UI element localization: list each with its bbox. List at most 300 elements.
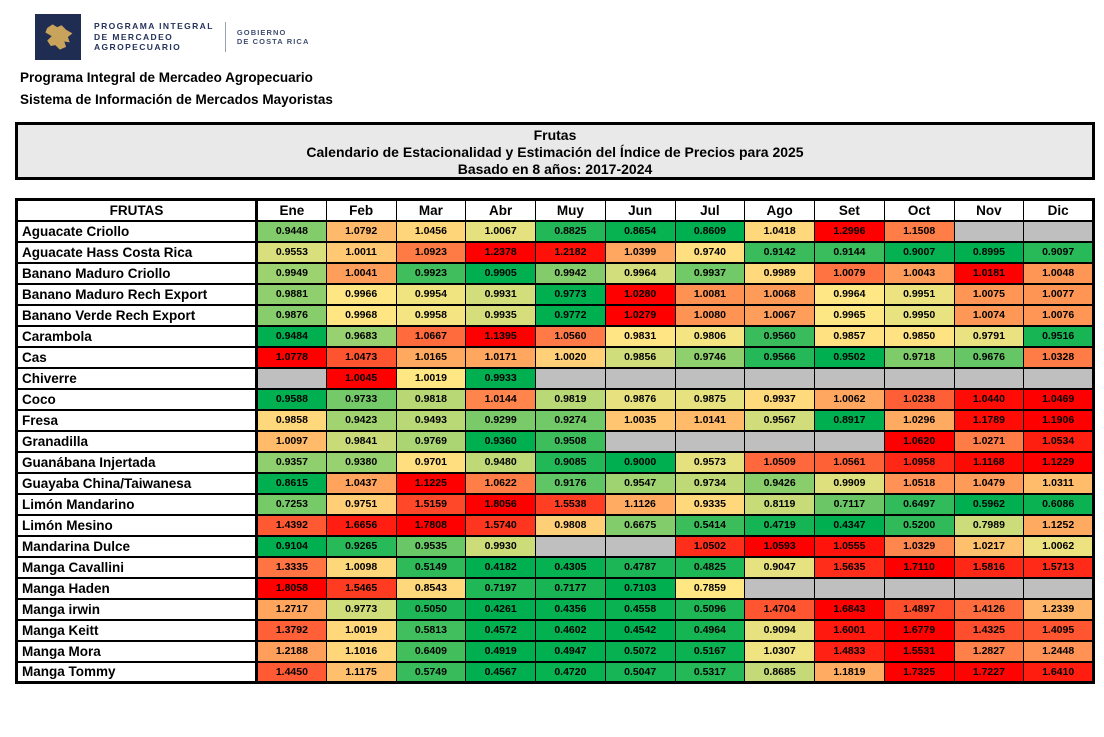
price-index-cell: 1.0311: [1024, 473, 1094, 494]
seasonality-heatmap-table: [15, 198, 1095, 684]
price-index-cell: 1.0077: [1024, 284, 1094, 305]
price-index-cell: 1.0041: [326, 263, 396, 284]
empty-cell: [605, 368, 675, 389]
price-index-cell: 0.4558: [605, 599, 675, 620]
price-index-cell: 0.5414: [675, 515, 745, 536]
price-index-cell: 0.9930: [466, 536, 536, 557]
price-index-cell: 0.9493: [396, 410, 466, 431]
price-index-cell: 1.6843: [815, 599, 885, 620]
price-index-cell: 0.9856: [605, 347, 675, 368]
fruit-name-cell: Limón Mesino: [17, 515, 257, 536]
price-index-cell: 0.9683: [326, 326, 396, 347]
price-index-cell: 1.0437: [326, 473, 396, 494]
price-index-cell: 1.4833: [815, 641, 885, 662]
price-index-cell: 1.5635: [815, 557, 885, 578]
price-index-cell: 0.4825: [675, 557, 745, 578]
fruit-name-cell: Manga Cavallini: [17, 557, 257, 578]
price-index-cell: 0.9274: [536, 410, 606, 431]
price-index-cell: 1.1906: [1024, 410, 1094, 431]
price-index-cell: 0.9818: [396, 389, 466, 410]
price-index-cell: 0.7103: [605, 578, 675, 599]
price-index-cell: 0.9547: [605, 473, 675, 494]
price-index-cell: 1.2827: [954, 641, 1024, 662]
price-index-cell: 0.7989: [954, 515, 1024, 536]
price-index-cell: 0.9676: [954, 347, 1024, 368]
price-index-cell: 0.9931: [466, 284, 536, 305]
price-index-cell: 1.6001: [815, 620, 885, 641]
price-index-cell: 1.0279: [605, 305, 675, 326]
price-index-cell: 0.4719: [745, 515, 815, 536]
fruit-name-cell: Banano Verde Rech Export: [17, 305, 257, 326]
price-index-cell: 1.0081: [675, 284, 745, 305]
price-index-cell: 0.9176: [536, 473, 606, 494]
fruit-name-cell: Manga Tommy: [17, 662, 257, 683]
fruit-name-cell: Manga Haden: [17, 578, 257, 599]
price-index-cell: 1.5740: [466, 515, 536, 536]
price-index-cell: 1.3335: [257, 557, 327, 578]
empty-cell: [954, 221, 1024, 242]
price-index-cell: 1.0518: [884, 473, 954, 494]
price-index-cell: 0.9104: [257, 536, 327, 557]
price-index-cell: 0.9480: [466, 452, 536, 473]
empty-cell: [1024, 368, 1094, 389]
table-row: [17, 599, 1094, 620]
empty-cell: [884, 368, 954, 389]
price-index-cell: 0.9423: [326, 410, 396, 431]
empty-cell: [954, 368, 1024, 389]
price-index-cell: 0.7197: [466, 578, 536, 599]
price-index-cell: 0.9573: [675, 452, 745, 473]
price-index-cell: 0.9357: [257, 452, 327, 473]
price-index-cell: 0.4947: [536, 641, 606, 662]
table-row: [17, 578, 1094, 599]
price-index-cell: 0.4542: [605, 620, 675, 641]
price-index-cell: 0.9791: [954, 326, 1024, 347]
price-index-cell: 0.9808: [536, 515, 606, 536]
price-index-cell: 1.0622: [466, 473, 536, 494]
price-index-cell: 1.6656: [326, 515, 396, 536]
table-row: [17, 473, 1094, 494]
table-row: [17, 347, 1094, 368]
price-index-cell: 0.5050: [396, 599, 466, 620]
price-index-cell: 0.9746: [675, 347, 745, 368]
price-index-cell: 0.9380: [326, 452, 396, 473]
price-index-cell: 1.1126: [605, 494, 675, 515]
fruit-name-cell: Chiverre: [17, 368, 257, 389]
price-index-cell: 1.4704: [745, 599, 815, 620]
table-row: [17, 284, 1094, 305]
price-index-cell: 0.6086: [1024, 494, 1094, 515]
price-index-cell: 0.9751: [326, 494, 396, 515]
price-index-cell: 0.4347: [815, 515, 885, 536]
price-index-cell: 1.1225: [396, 473, 466, 494]
price-index-cell: 0.4602: [536, 620, 606, 641]
price-index-cell: 1.0473: [326, 347, 396, 368]
price-index-cell: 1.4450: [257, 662, 327, 683]
price-index-cell: 0.9950: [884, 305, 954, 326]
price-index-cell: 1.0019: [326, 620, 396, 641]
empty-cell: [745, 578, 815, 599]
price-index-cell: 0.9567: [745, 410, 815, 431]
fruit-name-cell: Cas: [17, 347, 257, 368]
price-index-cell: 0.9047: [745, 557, 815, 578]
price-index-cell: 0.9448: [257, 221, 327, 242]
price-index-cell: 0.9876: [605, 389, 675, 410]
price-index-cell: 0.9560: [745, 326, 815, 347]
price-index-cell: 0.9942: [536, 263, 606, 284]
price-index-cell: 1.6779: [884, 620, 954, 641]
price-index-cell: 1.4897: [884, 599, 954, 620]
empty-cell: [536, 536, 606, 557]
column-header-month: Abr: [466, 200, 536, 221]
price-index-cell: 0.9819: [536, 389, 606, 410]
price-index-cell: 0.9933: [466, 368, 536, 389]
price-index-cell: 0.9858: [257, 410, 327, 431]
price-index-cell: 0.5813: [396, 620, 466, 641]
price-index-cell: 0.8917: [815, 410, 885, 431]
price-index-cell: 1.0502: [675, 536, 745, 557]
price-index-cell: 1.0280: [605, 284, 675, 305]
document-heading: [20, 71, 333, 107]
empty-cell: [675, 431, 745, 452]
table-header-row: [17, 200, 1094, 221]
price-index-cell: 1.0048: [1024, 263, 1094, 284]
price-index-cell: 1.5538: [536, 494, 606, 515]
price-index-cell: 1.0165: [396, 347, 466, 368]
price-index-cell: 0.4572: [466, 620, 536, 641]
price-index-cell: 1.5465: [326, 578, 396, 599]
system-title: Sistema de Información de Mercados Mayoristas: [20, 92, 333, 107]
price-index-cell: 1.2448: [1024, 641, 1094, 662]
price-index-cell: 0.9000: [605, 452, 675, 473]
price-index-cell: 1.0011: [326, 242, 396, 263]
empty-cell: [954, 578, 1024, 599]
price-index-cell: 0.5096: [675, 599, 745, 620]
price-index-cell: 0.6497: [884, 494, 954, 515]
price-index-cell: 0.9841: [326, 431, 396, 452]
logo-org-line: AGROPECUARIO: [94, 42, 182, 53]
price-index-cell: 0.8119: [745, 494, 815, 515]
org-title: Programa Integral de Mercadeo Agropecuario: [20, 70, 313, 85]
price-index-cell: 0.8685: [745, 662, 815, 683]
price-index-cell: 0.9964: [815, 284, 885, 305]
table-row: [17, 326, 1094, 347]
price-index-cell: 1.0418: [745, 221, 815, 242]
table-row: [17, 641, 1094, 662]
fruit-name-cell: Fresa: [17, 410, 257, 431]
column-header-month: Set: [815, 200, 885, 221]
empty-cell: [257, 368, 327, 389]
price-index-cell: 1.7227: [954, 662, 1024, 683]
price-index-cell: 1.0019: [396, 368, 466, 389]
price-index-cell: 0.7253: [257, 494, 327, 515]
price-index-cell: 1.0020: [536, 347, 606, 368]
price-index-cell: 1.0075: [954, 284, 1024, 305]
price-index-cell: 0.9566: [745, 347, 815, 368]
price-index-cell: 0.8654: [605, 221, 675, 242]
price-index-cell: 1.0062: [815, 389, 885, 410]
column-header-month: Jun: [605, 200, 675, 221]
price-index-cell: 0.8615: [257, 473, 327, 494]
price-index-cell: 0.9881: [257, 284, 327, 305]
column-header-month: Ago: [745, 200, 815, 221]
price-index-cell: 1.1168: [954, 452, 1024, 473]
price-index-cell: 0.9553: [257, 242, 327, 263]
price-index-cell: 0.4261: [466, 599, 536, 620]
logo-gov-line: GOBIERNO: [236, 27, 287, 37]
table-row: [17, 221, 1094, 242]
empty-cell: [815, 578, 885, 599]
price-index-cell: 1.0329: [884, 536, 954, 557]
empty-cell: [605, 536, 675, 557]
price-index-cell: 0.9535: [396, 536, 466, 557]
fruit-name-cell: Manga irwin: [17, 599, 257, 620]
price-index-cell: 0.6409: [396, 641, 466, 662]
price-index-cell: 1.2996: [815, 221, 885, 242]
price-index-cell: 0.9007: [884, 242, 954, 263]
price-index-cell: 0.9588: [257, 389, 327, 410]
logo-org-line: DE MERCADEO: [94, 31, 174, 42]
price-index-cell: 0.9097: [1024, 242, 1094, 263]
price-index-cell: 0.9773: [536, 284, 606, 305]
price-index-cell: 1.3792: [257, 620, 327, 641]
price-index-cell: 0.9508: [536, 431, 606, 452]
price-index-cell: 0.5200: [884, 515, 954, 536]
table-row: [17, 620, 1094, 641]
price-index-cell: 0.9769: [396, 431, 466, 452]
price-index-cell: 0.5962: [954, 494, 1024, 515]
logo-org-line: PROGRAMA INTEGRAL: [94, 21, 214, 32]
price-index-cell: 1.5159: [396, 494, 466, 515]
fruit-name-cell: Guanábana Injertada: [17, 452, 257, 473]
column-header-month: Ene: [257, 200, 327, 221]
price-index-cell: 1.0181: [954, 263, 1024, 284]
table-row: [17, 305, 1094, 326]
price-index-cell: 1.1252: [1024, 515, 1094, 536]
price-index-cell: 1.0560: [536, 326, 606, 347]
price-index-cell: 1.0593: [745, 536, 815, 557]
empty-cell: [675, 368, 745, 389]
price-index-cell: 0.9875: [675, 389, 745, 410]
price-index-cell: 1.2182: [536, 242, 606, 263]
price-index-cell: 0.4787: [605, 557, 675, 578]
price-index-cell: 0.9909: [815, 473, 885, 494]
table-row: [17, 536, 1094, 557]
price-index-cell: 1.0067: [745, 305, 815, 326]
logo-gov-line: DE COSTA RICA: [236, 37, 310, 46]
price-index-cell: 0.9949: [257, 263, 327, 284]
price-index-cell: 1.0534: [1024, 431, 1094, 452]
price-index-cell: 0.9935: [466, 305, 536, 326]
price-index-cell: 1.0792: [326, 221, 396, 242]
price-index-cell: 1.4126: [954, 599, 1024, 620]
price-index-cell: 0.9094: [745, 620, 815, 641]
fruit-name-cell: Mandarina Dulce: [17, 536, 257, 557]
fruit-name-cell: Limón Mandarino: [17, 494, 257, 515]
price-index-cell: 1.5816: [954, 557, 1024, 578]
price-index-cell: 0.7177: [536, 578, 606, 599]
price-index-cell: 0.9144: [815, 242, 885, 263]
price-index-cell: 1.0043: [884, 263, 954, 284]
price-index-cell: 0.9772: [536, 305, 606, 326]
price-index-cell: 0.9831: [605, 326, 675, 347]
empty-cell: [536, 368, 606, 389]
table-row: [17, 494, 1094, 515]
price-index-cell: 1.1229: [1024, 452, 1094, 473]
price-index-cell: 0.9299: [466, 410, 536, 431]
price-index-cell: 1.0561: [815, 452, 885, 473]
price-index-cell: 0.4964: [675, 620, 745, 641]
price-index-cell: 1.2378: [466, 242, 536, 263]
price-index-cell: 1.0271: [954, 431, 1024, 452]
price-index-cell: 0.9142: [745, 242, 815, 263]
column-header-month: Nov: [954, 200, 1024, 221]
empty-cell: [1024, 578, 1094, 599]
pima-logo: [35, 14, 309, 60]
price-index-cell: 1.0456: [396, 221, 466, 242]
table-row: [17, 242, 1094, 263]
price-index-cell: 0.9958: [396, 305, 466, 326]
price-index-cell: 1.0068: [745, 284, 815, 305]
column-header-month: Oct: [884, 200, 954, 221]
empty-cell: [815, 368, 885, 389]
price-index-cell: 1.1395: [466, 326, 536, 347]
price-index-cell: 0.9773: [326, 599, 396, 620]
price-index-cell: 1.0440: [954, 389, 1024, 410]
price-index-cell: 0.9265: [326, 536, 396, 557]
price-index-cell: 1.8058: [257, 578, 327, 599]
price-index-cell: 1.1819: [815, 662, 885, 683]
column-header-month: Mar: [396, 200, 466, 221]
price-index-cell: 1.0620: [884, 431, 954, 452]
price-index-cell: 1.1016: [326, 641, 396, 662]
price-index-cell: 1.0958: [884, 452, 954, 473]
price-index-cell: 1.0062: [1024, 536, 1094, 557]
report-title-box: [15, 122, 1095, 180]
price-index-cell: 0.5072: [605, 641, 675, 662]
price-index-cell: 0.9516: [1024, 326, 1094, 347]
price-index-cell: 0.9989: [745, 263, 815, 284]
logo-org-name: [94, 21, 214, 53]
report-title-category: Frutas: [533, 127, 577, 143]
price-index-cell: 1.4095: [1024, 620, 1094, 641]
fruit-name-cell: Manga Keitt: [17, 620, 257, 641]
price-index-cell: 0.5149: [396, 557, 466, 578]
price-index-cell: 1.0479: [954, 473, 1024, 494]
column-header-month: Jul: [675, 200, 745, 221]
empty-cell: [745, 431, 815, 452]
table-row: [17, 410, 1094, 431]
fruit-name-cell: Granadilla: [17, 431, 257, 452]
table-row: [17, 557, 1094, 578]
price-index-cell: 1.8056: [466, 494, 536, 515]
price-index-cell: 1.0238: [884, 389, 954, 410]
price-index-cell: 1.0923: [396, 242, 466, 263]
price-index-cell: 1.0035: [605, 410, 675, 431]
price-index-cell: 1.6410: [1024, 662, 1094, 683]
price-index-cell: 1.5531: [884, 641, 954, 662]
price-index-cell: 0.4356: [536, 599, 606, 620]
price-index-cell: 1.0067: [466, 221, 536, 242]
price-index-cell: 1.2717: [257, 599, 327, 620]
table-row: [17, 515, 1094, 536]
table-row: [17, 368, 1094, 389]
price-index-cell: 0.9905: [466, 263, 536, 284]
price-index-cell: 1.0399: [605, 242, 675, 263]
price-index-cell: 1.0469: [1024, 389, 1094, 410]
fruit-name-cell: Coco: [17, 389, 257, 410]
fruit-name-cell: Carambola: [17, 326, 257, 347]
fruit-name-cell: Manga Mora: [17, 641, 257, 662]
price-index-cell: 0.4567: [466, 662, 536, 683]
price-index-cell: 0.4305: [536, 557, 606, 578]
price-index-cell: 1.5713: [1024, 557, 1094, 578]
price-index-cell: 1.0045: [326, 368, 396, 389]
price-index-cell: 0.9718: [884, 347, 954, 368]
price-index-cell: 1.0307: [745, 641, 815, 662]
price-index-cell: 0.9335: [675, 494, 745, 515]
table-row: [17, 263, 1094, 284]
fruit-name-cell: Aguacate Criollo: [17, 221, 257, 242]
empty-cell: [884, 578, 954, 599]
price-index-cell: 0.9937: [675, 263, 745, 284]
price-index-cell: 0.5167: [675, 641, 745, 662]
price-index-cell: 0.7117: [815, 494, 885, 515]
price-index-cell: 0.5317: [675, 662, 745, 683]
price-index-cell: 0.5047: [605, 662, 675, 683]
price-index-cell: 0.6675: [605, 515, 675, 536]
price-index-cell: 0.8825: [536, 221, 606, 242]
table-row: [17, 431, 1094, 452]
price-index-cell: 1.4392: [257, 515, 327, 536]
price-index-cell: 0.9806: [675, 326, 745, 347]
price-index-cell: 0.9937: [745, 389, 815, 410]
price-index-cell: 0.9734: [675, 473, 745, 494]
price-index-cell: 1.0509: [745, 452, 815, 473]
price-index-cell: 0.9876: [257, 305, 327, 326]
price-index-cell: 0.4919: [466, 641, 536, 662]
price-index-cell: 1.0141: [675, 410, 745, 431]
price-index-cell: 0.9085: [536, 452, 606, 473]
table-row: [17, 452, 1094, 473]
price-index-cell: 1.0079: [815, 263, 885, 284]
price-index-cell: 1.7325: [884, 662, 954, 683]
report-title-period: Basado en 8 años: 2017-2024: [457, 161, 653, 177]
price-index-cell: 1.0097: [257, 431, 327, 452]
column-header-month: Feb: [326, 200, 396, 221]
price-index-cell: 1.0144: [466, 389, 536, 410]
price-index-cell: 0.9968: [326, 305, 396, 326]
logo-divider: [225, 22, 226, 52]
price-index-cell: 1.1789: [954, 410, 1024, 431]
price-index-cell: 0.9964: [605, 263, 675, 284]
table-row: [17, 389, 1094, 410]
column-header-month: Muy: [536, 200, 606, 221]
price-index-cell: 0.7859: [675, 578, 745, 599]
fruit-name-cell: Guayaba China/Taiwanesa: [17, 473, 257, 494]
costa-rica-map-icon: [35, 14, 81, 60]
empty-cell: [1024, 221, 1094, 242]
price-index-cell: 0.4182: [466, 557, 536, 578]
price-index-cell: 1.7110: [884, 557, 954, 578]
price-index-cell: 1.0217: [954, 536, 1024, 557]
price-index-cell: 1.0328: [1024, 347, 1094, 368]
price-index-cell: 0.9951: [884, 284, 954, 305]
price-index-cell: 1.4325: [954, 620, 1024, 641]
price-index-cell: 1.0778: [257, 347, 327, 368]
price-index-cell: 1.0555: [815, 536, 885, 557]
price-index-cell: 0.5749: [396, 662, 466, 683]
